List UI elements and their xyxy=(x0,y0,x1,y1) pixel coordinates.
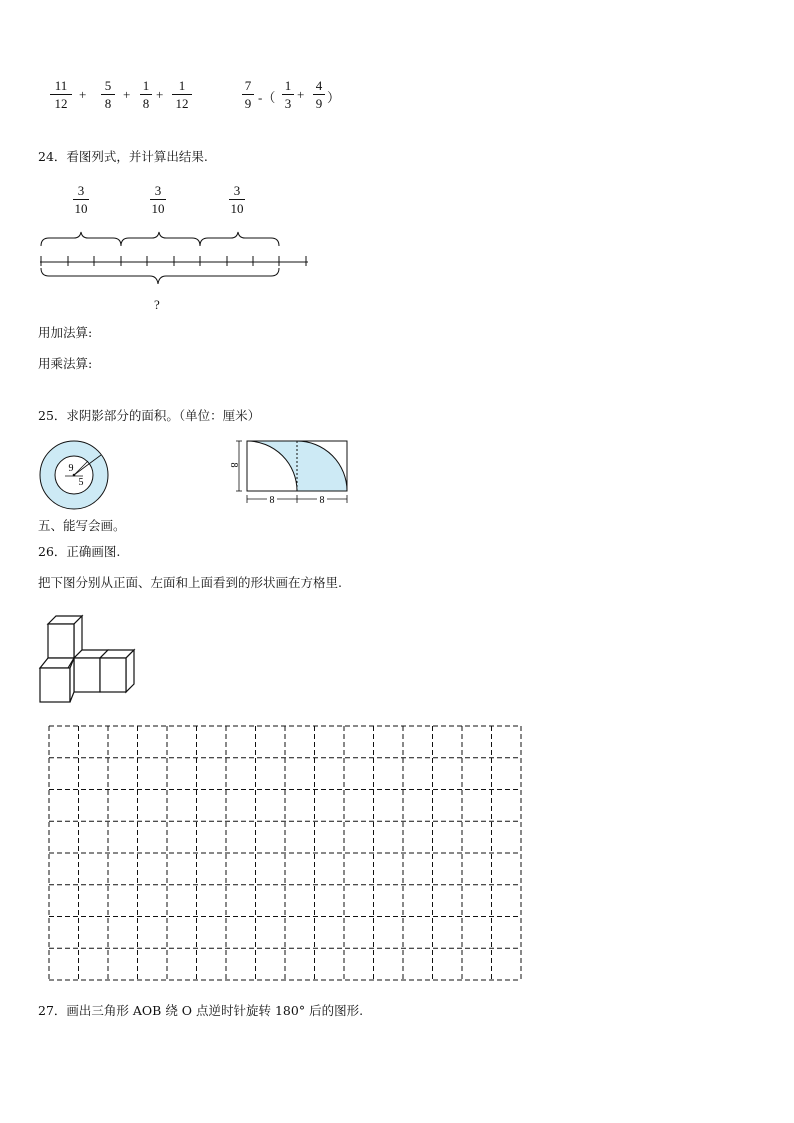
rect-height-label: 8 xyxy=(228,462,239,468)
number-line-diagram xyxy=(30,228,320,300)
brace-fraction-1: 3 10 xyxy=(74,183,88,216)
close-paren: ） xyxy=(327,90,341,105)
operator-plus: + xyxy=(79,87,87,102)
ring-inner-label: 9 xyxy=(68,463,74,474)
number-line xyxy=(40,256,308,266)
drawing-grid[interactable] xyxy=(48,725,522,981)
multiplication-label: 用乘法算: xyxy=(38,356,93,371)
rect-width-left-label: 8 xyxy=(269,495,275,506)
q26-instruction: 把下图分别从正面、左面和上面看到的形状画在方格里. xyxy=(38,575,342,590)
rect-width-right-label: 8 xyxy=(319,495,325,506)
cubes-figure xyxy=(38,610,138,706)
fraction-1-3: 1 3 xyxy=(282,78,294,111)
q24-title: 24．看图列式，并计算出结果. xyxy=(38,149,208,164)
q26-title: 26．正确画图. xyxy=(38,544,121,559)
q25-title: 25．求阴影部分的面积。（单位：厘米） xyxy=(38,408,261,423)
fraction-1-8: 1 8 xyxy=(140,78,152,111)
fraction-4-9: 4 9 xyxy=(313,78,325,111)
ring-figure xyxy=(38,439,110,511)
operator-minus-paren: -（ xyxy=(258,90,276,105)
fraction-11-12: 11 12 xyxy=(50,78,72,111)
section-5-title: 五、能写会画。 xyxy=(38,518,126,533)
rectangle-quarter-circles-figure xyxy=(228,436,354,508)
fraction-1-12: 1 12 xyxy=(172,78,192,111)
ring-outer-label: 5 xyxy=(78,477,84,488)
operator-plus: + xyxy=(123,87,131,102)
operator-plus: + xyxy=(156,87,164,102)
fraction-7-9: 7 9 xyxy=(242,78,254,111)
brace-fraction-3: 3 10 xyxy=(230,183,244,216)
fraction-5-8: 5 8 xyxy=(101,78,115,111)
question-mark: ? xyxy=(154,297,160,312)
brace-fraction-2: 3 10 xyxy=(151,183,165,216)
top-brace-3 xyxy=(200,232,279,246)
operator-plus: + xyxy=(297,87,305,102)
q27-title: 27．画出三角形 AOB 绕 O 点逆时针旋转 180° 后的图形. xyxy=(38,1003,364,1018)
top-brace-2 xyxy=(121,232,200,246)
addition-label: 用加法算: xyxy=(38,325,93,340)
bottom-brace xyxy=(41,268,279,284)
top-brace-1 xyxy=(41,232,121,246)
